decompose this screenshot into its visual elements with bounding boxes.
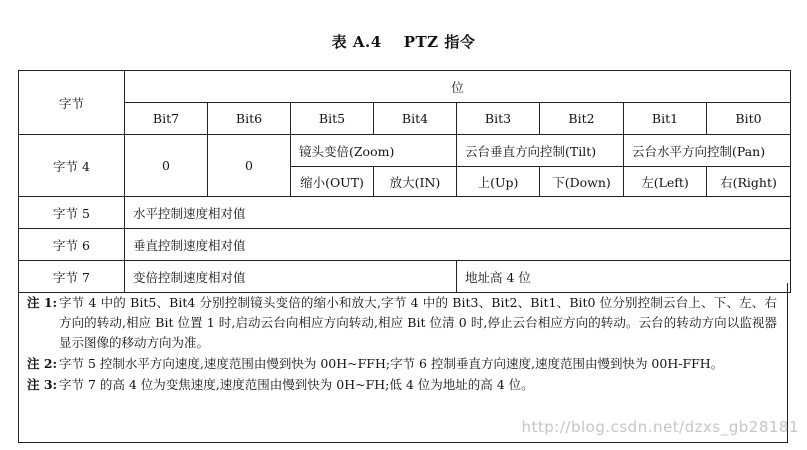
- header-bit2: Bit2: [540, 103, 624, 135]
- pan-left-cell: 左(Left): [624, 167, 707, 197]
- header-bit4: Bit4: [374, 103, 457, 135]
- header-bit6: Bit6: [208, 103, 291, 135]
- note-1-tag: 注 1:: [27, 295, 58, 310]
- byte7-low-value: 地址高 4 位: [457, 261, 791, 293]
- header-bit3: Bit3: [457, 103, 540, 135]
- row-byte7-label: 字节 7: [19, 261, 125, 293]
- row-byte5-label: 字节 5: [19, 197, 125, 229]
- byte4-bit6-value: 0: [208, 135, 291, 197]
- byte4-bit7-value: 0: [125, 135, 208, 197]
- byte7-high-value: 变倍控制速度相对值: [125, 261, 457, 293]
- tilt-down-cell: 下(Down): [540, 167, 624, 197]
- zoom-in-cell: 放大(IN): [374, 167, 457, 197]
- note-3: [27, 375, 777, 395]
- pan-right-cell: 右(Right): [707, 167, 791, 197]
- header-bit: 位: [125, 71, 791, 103]
- note-2: [27, 354, 777, 374]
- row-byte6-label: 字节 6: [19, 229, 125, 261]
- header-bit5: Bit5: [291, 103, 374, 135]
- note-2-text: 字节 5 控制水平方向速度,速度范围由慢到快为 00H~FFH;字节 6 控制垂直方向速度,速度范围由慢到快为 00H-FFH。: [59, 356, 724, 371]
- note-1-text: 字节 4 中的 Bit5、Bit4 分别控制镜头变倍的缩小和放大,字节 4 中的 Bit3、Bit2、Bit1、Bit0 位分别控制云台上、下、左、右方向的转动,相应 Bit 位置 1 时,启动云台向相应方向转动,相应 Bit 位清 0 时,停止云台相应方向的转动。云台的转动方向以监视器显示图像的移动方向为准。: [59, 295, 777, 350]
- tilt-up-cell: 上(Up): [457, 167, 540, 197]
- header-bit0: Bit0: [707, 103, 791, 135]
- pan-control-cell: 云台水平方向控制(Pan): [624, 135, 791, 167]
- watermark-url: http://blog.csdn.net/dzxs_gb28181: [521, 418, 799, 436]
- ptz-command-table: [18, 70, 791, 293]
- header-bit7: Bit7: [125, 103, 208, 135]
- byte6-value: 垂直控制速度相对值: [125, 229, 791, 261]
- header-byte: 字节: [19, 71, 125, 135]
- table-number: 表 A.4: [331, 33, 382, 51]
- row-byte4-label: 字节 4: [19, 135, 125, 197]
- tilt-control-cell: 云台垂直方向控制(Tilt): [457, 135, 624, 167]
- zoom-out-cell: 缩小(OUT): [291, 167, 374, 197]
- note-3-tag: 注 3:: [27, 377, 58, 392]
- table-name: PTZ 指令: [403, 33, 476, 51]
- note-1: [27, 293, 777, 353]
- note-2-tag: 注 2:: [27, 356, 58, 371]
- table-title: [0, 31, 807, 52]
- note-3-text: 字节 7 的高 4 位为变焦速度,速度范围由慢到快为 0H~FH;低 4 位为地址的高 4 位。: [59, 377, 534, 392]
- byte5-value: 水平控制速度相对值: [125, 197, 791, 229]
- zoom-control-cell: 镜头变倍(Zoom): [291, 135, 457, 167]
- header-bit1: Bit1: [624, 103, 707, 135]
